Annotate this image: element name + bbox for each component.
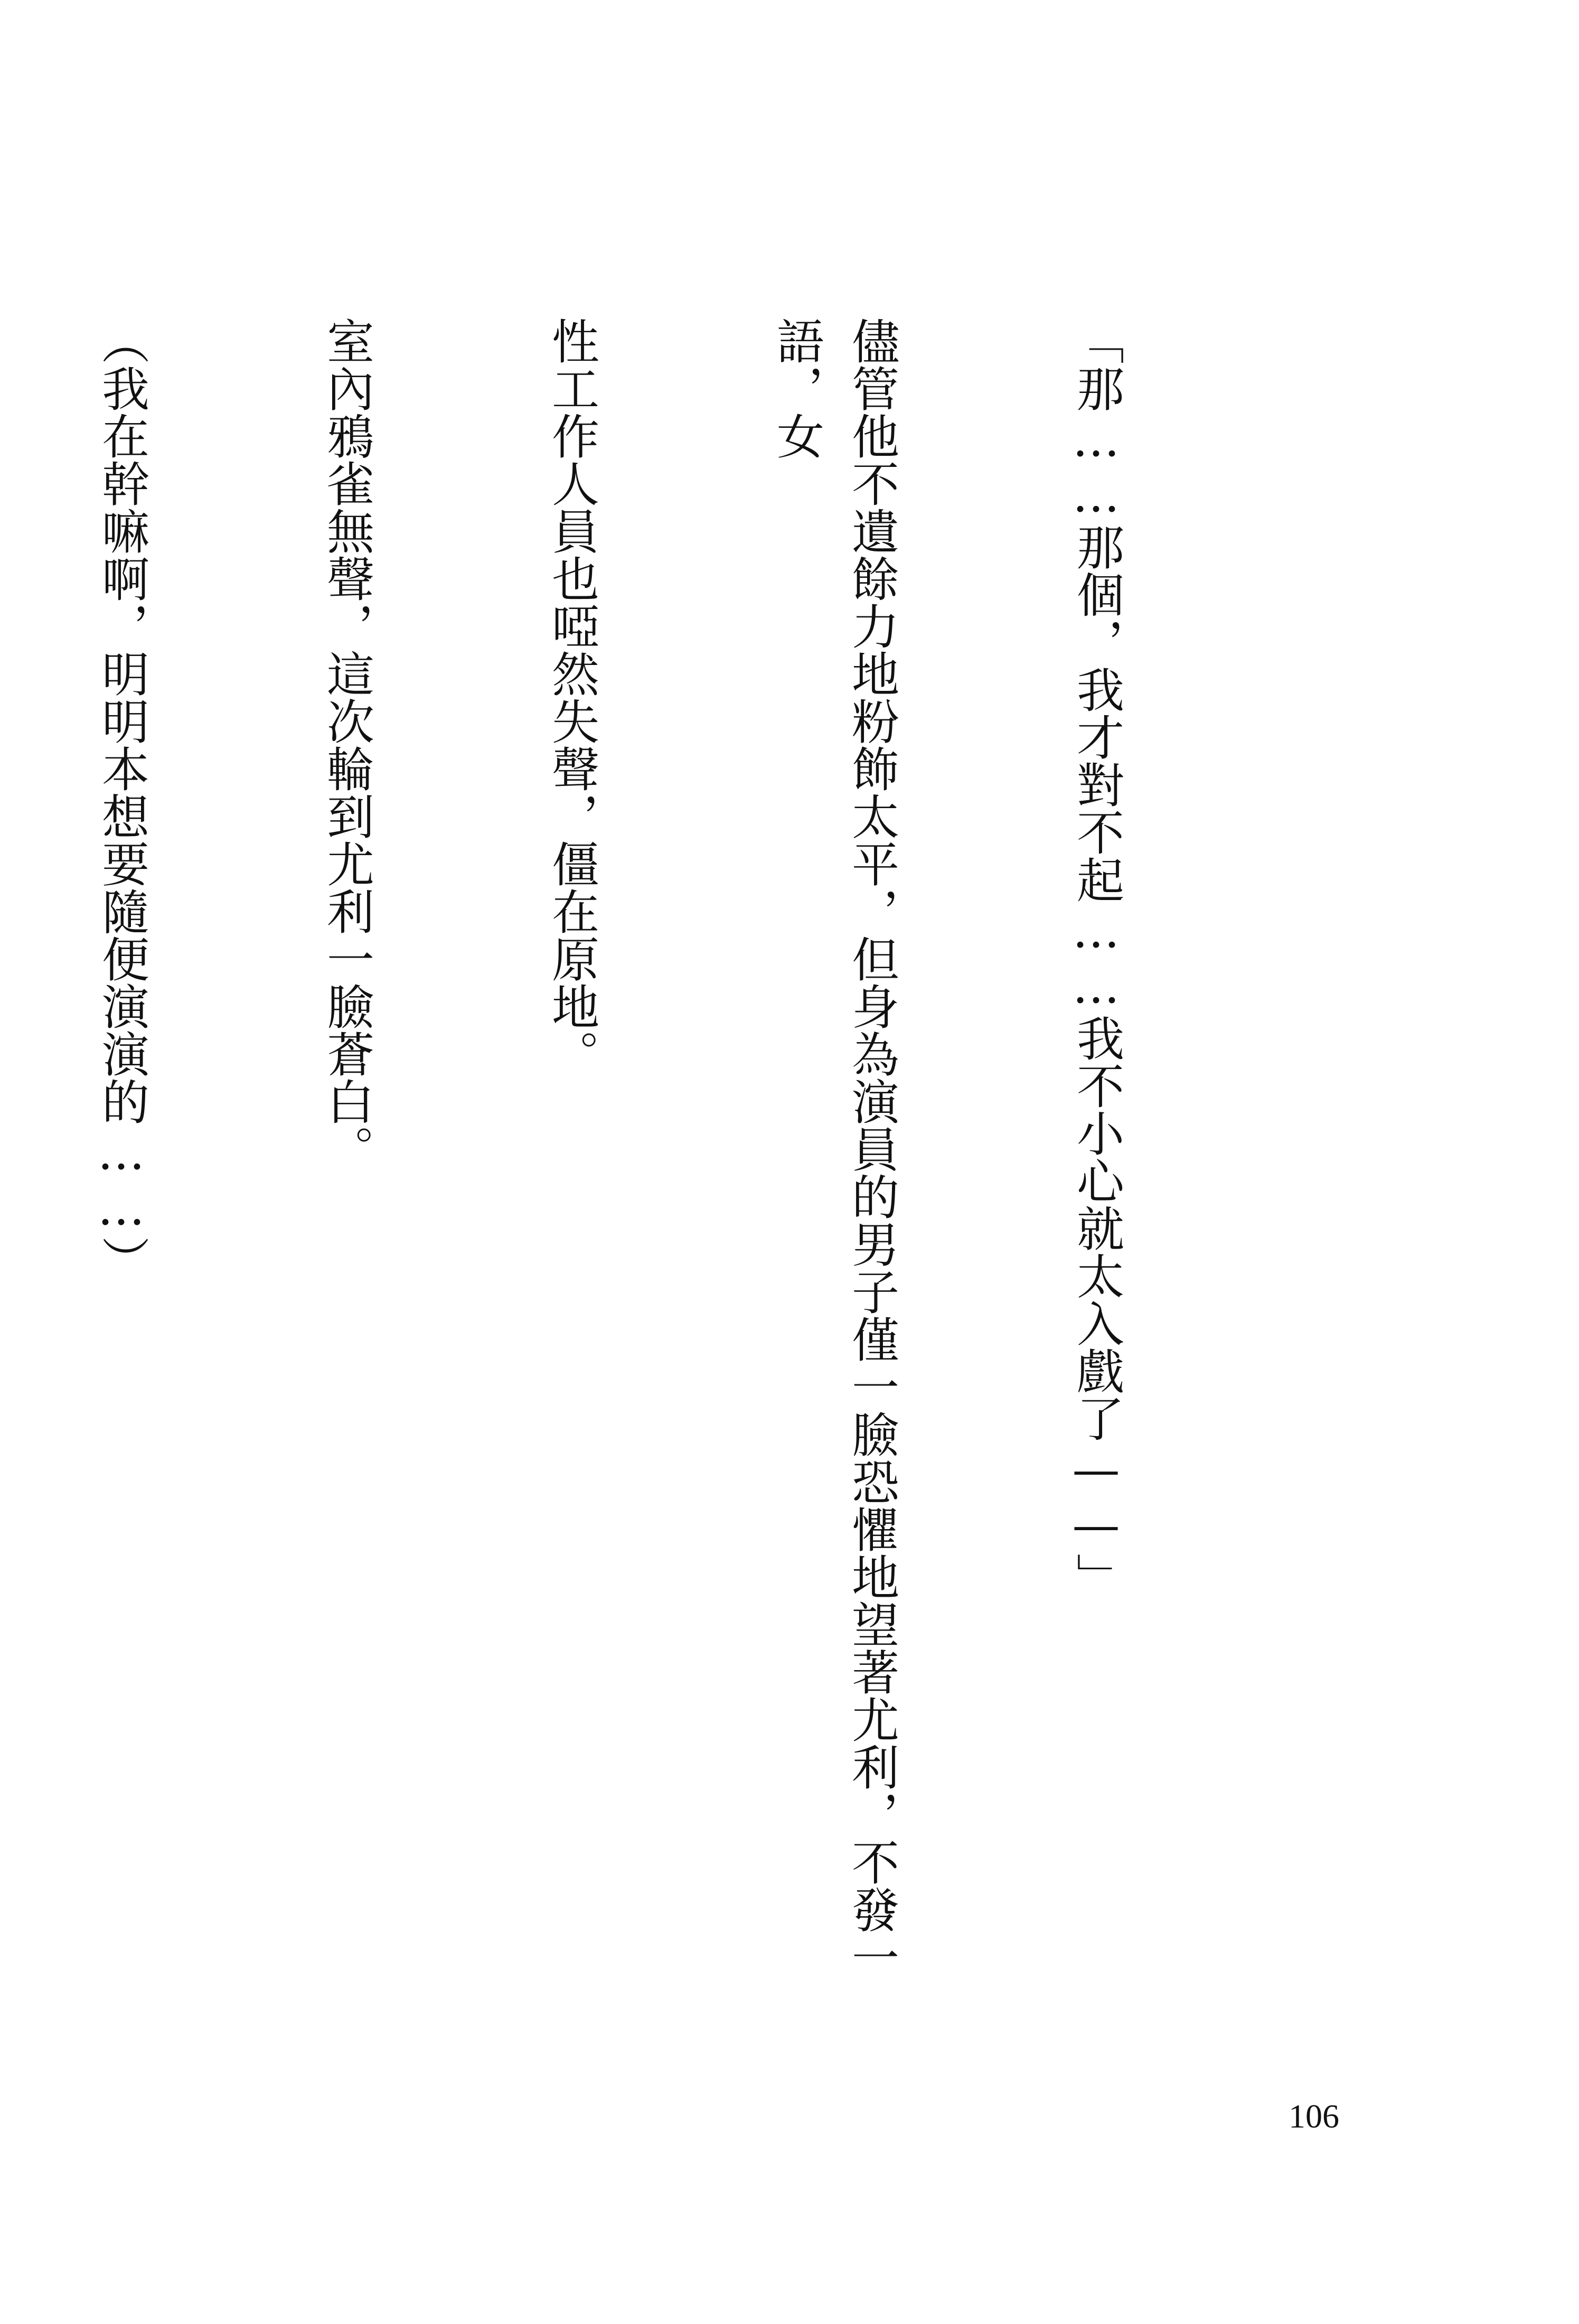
text-line: 性工作人員也啞然失聲，僵在原地。 [543,317,599,1077]
vertical-text-body [0,317,1283,2060]
text-line: 「那……那個，我才對不起……我不小心就太入戲了——」 [1068,317,1124,1600]
text-line: （我在幹嘛啊，明明本想要隨便演演的……） [93,317,149,1283]
page-number: 106 [1289,2097,1339,2135]
text-line: 儘管他不遺餘力地粉飾太平，但身為演員的男子僅一臉恐懼地望著尤利，不發一語，女 [768,317,899,1981]
text-line: 室內鴉雀無聲，這次輪到尤利一臉蒼白。 [318,317,374,1173]
